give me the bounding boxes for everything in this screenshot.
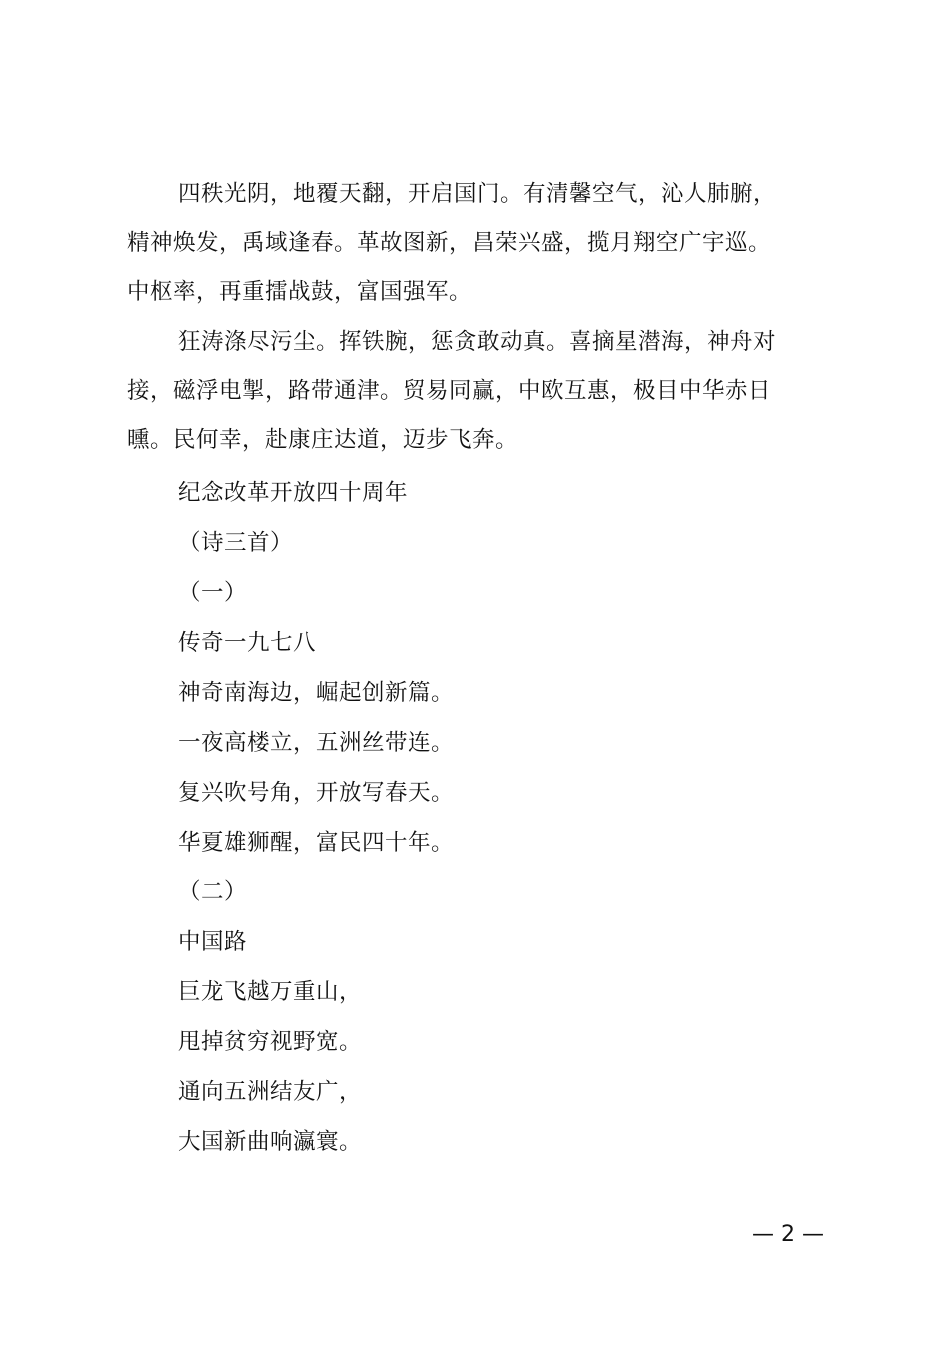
poem-number: （一） bbox=[178, 580, 248, 606]
poem-line: 华夏雄狮醒，富民四十年。 bbox=[178, 830, 455, 856]
poem-collection-title: 纪念改革开放四十周年 bbox=[178, 480, 409, 506]
poem-title: 中国路 bbox=[178, 929, 248, 955]
poem-line: 一夜高楼立，五洲丝带连。 bbox=[178, 730, 455, 756]
poem-title: 传奇一九七八 bbox=[178, 630, 317, 656]
poem-collection-subtitle: （诗三首） bbox=[178, 530, 294, 556]
poem-number: （二） bbox=[178, 879, 248, 905]
poem-line: 甩掉贫穷视野宽。 bbox=[178, 1029, 363, 1055]
poem-line: 复兴吹号角，开放写春天。 bbox=[178, 780, 455, 806]
poem-line: 神奇南海边，崛起创新篇。 bbox=[178, 680, 455, 706]
poem-line: 大国新曲响瀛寰。 bbox=[178, 1129, 363, 1155]
poem-line: 巨龙飞越万重山， bbox=[178, 979, 363, 1005]
page-number: — 2 — bbox=[752, 1222, 824, 1247]
paragraph: 狂涛涤尽污尘。挥铁腕，惩贪敢动真。喜摘星潜海，神舟对接，磁浮电掣，路带通津。贸易同赢，中欧互惠，极目中华赤日曛。民何幸，赴康庄达道，迈步飞奔。 bbox=[127, 329, 777, 453]
poem-line: 通向五洲结友广， bbox=[178, 1079, 363, 1105]
paragraph: 四秩光阴，地覆天翻，开启国门。有清馨空气，沁人肺腑，精神焕发，禹域逢春。革故图新，昌荣兴盛，揽月翔空广宇巡。中枢率，再重擂战鼓，富国强军。 bbox=[127, 181, 777, 305]
